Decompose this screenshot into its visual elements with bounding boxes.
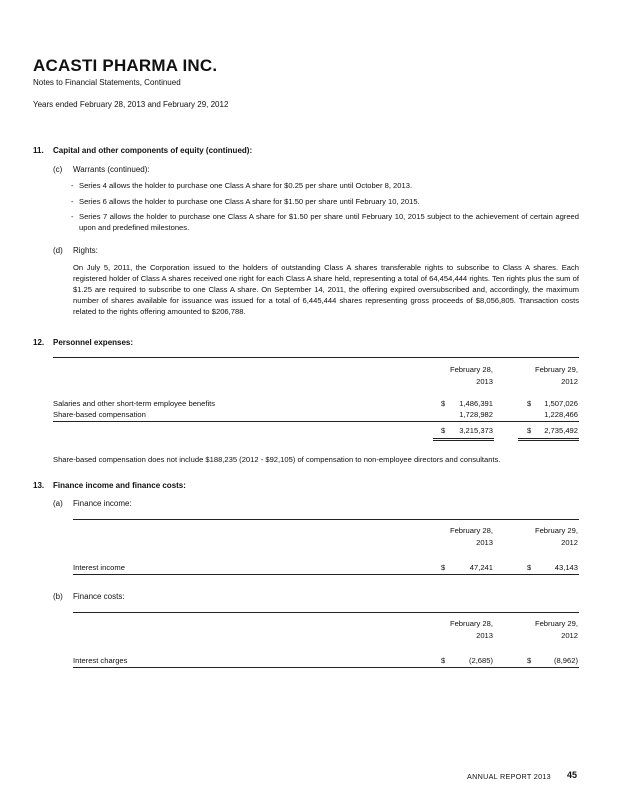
subtotal-rule [53,421,579,422]
dash-icon: - [71,212,74,221]
section-13-heading [33,481,186,490]
total-double-rule [518,438,579,439]
column-header-2012: February 29, 2012 [534,365,578,386]
section-11-heading [33,146,252,155]
subsection-label: (b) [53,592,63,601]
subsection-label: (a) [53,499,63,508]
rights-paragraph: On July 5, 2011, the Corporation issued to the holders of outstanding Class A shares transferable rights to subscribe to Class A shares. Each registered holder of Class A shares received one right for each Class A share held, representing a total of 64,454,444 rights. Ten rights plus the sum of $1.25 are required to subscribe to one Class A share. On September 14, 2011, the offering expired oversubscribed and, accordingly, the maximum number of shares available for issuance was issued for a total of 6,445,444 shares representing gross proceeds of $8,056,805. Transaction costs related to the rights offering amounted to $206,788. [73,263,579,316]
table-bottom-rule [73,667,579,668]
bullet-item: - Series 7 allows the holder to purchase one Class A share for $1.50 per share until February 10, 2015 subject to the achievement of certain agreed upon and predefined milestones. [71,212,579,232]
subsection-title: Finance income: [73,499,132,508]
dash-icon: - [71,197,74,206]
column-header-2013: February 28, 2013 [449,526,493,547]
bullet-item: - Series 6 allows the holder to purchase one Class A share for $1.50 per share until February 10, 2015. [71,197,420,206]
page-number: 45 [567,770,578,780]
subsection-label: (d) [53,246,63,255]
footer-report-title: ANNUAL REPORT 2013 [467,772,551,781]
total-double-rule [433,438,494,439]
section-number: 12. [33,338,45,347]
dash-icon: - [71,181,74,190]
section-title: Capital and other components of equity (continued): [53,146,253,155]
section-title: Personnel expenses: [53,338,134,347]
subsection-label: (c) [53,165,63,174]
table-bottom-rule [73,574,579,575]
company-name: ACASTI PHARMA INC. [33,56,218,75]
report-period: Years ended February 28, 2013 and February 29, 2012 [33,100,229,109]
report-subtitle: Notes to Financial Statements, Continued [33,78,181,87]
section-12-heading [33,338,133,347]
column-header-2012: February 29, 2012 [534,619,578,640]
subsection-a-heading [53,499,132,508]
section-number: 11. [33,146,44,155]
subsection-c-heading [53,165,150,174]
subsection-title: Warrants (continued): [73,165,150,174]
total-double-rule [433,440,494,441]
table-top-rule [73,612,579,613]
subsection-b-heading [53,592,125,601]
table-top-rule [53,357,579,358]
column-header-2013: February 28, 2013 [449,365,493,386]
share-based-note: Share-based compensation does not include $188,235 (2012 - $92,105) of compensation to non-employee directors and consultants. [53,455,501,464]
table-top-rule [73,519,579,520]
total-double-rule [518,440,579,441]
subsection-title: Finance costs: [73,592,125,601]
subsection-d-heading [53,246,98,255]
column-header-2013: February 28, 2013 [449,619,493,640]
subsection-title: Rights: [73,246,98,255]
section-number: 13. [33,481,45,490]
section-title: Finance income and finance costs: [53,481,186,490]
column-header-2012: February 29, 2012 [534,526,578,547]
bullet-item: - Series 4 allows the holder to purchase one Class A share for $0.25 per share until October 8, 2013. [71,181,413,190]
